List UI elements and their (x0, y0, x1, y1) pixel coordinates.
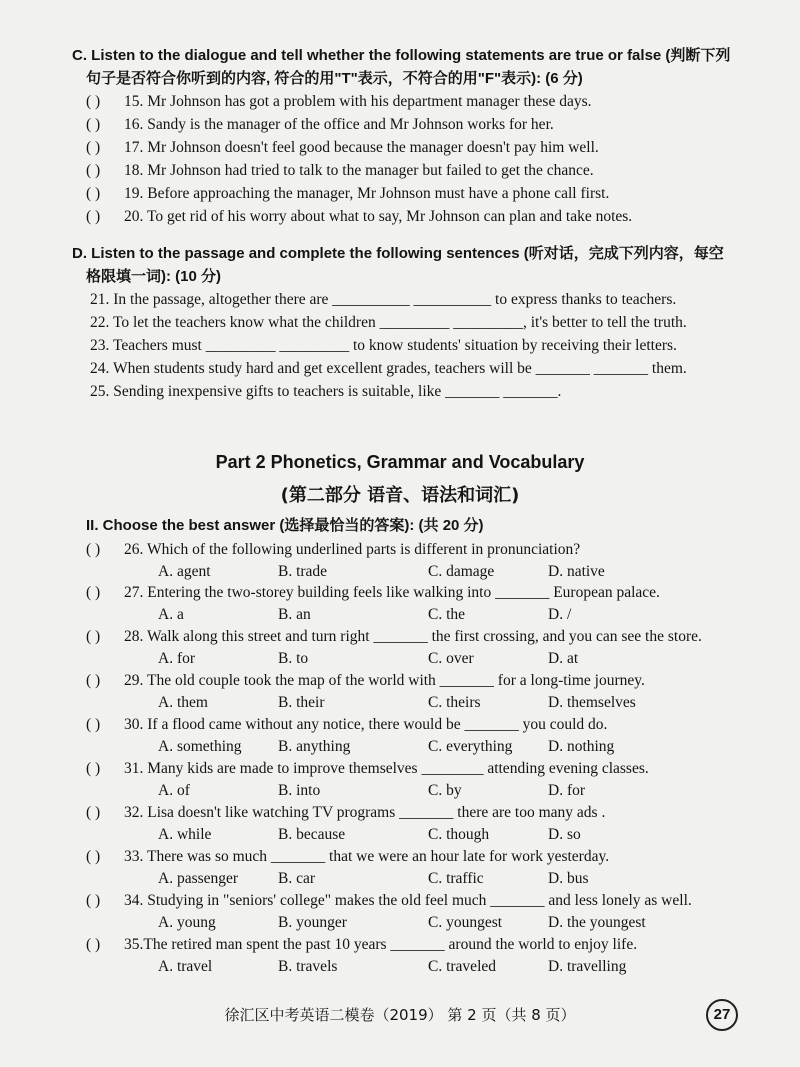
tf-item-17 (86, 138, 766, 158)
option-a[interactable]: A. young (158, 914, 216, 931)
page-number-badge: 27 (706, 999, 738, 1031)
tf-text: 18. Mr Johnson had tried to talk to the manager but failed to get the chance. (124, 162, 594, 179)
question-34 (86, 891, 766, 911)
tf-item-15 (86, 92, 766, 112)
option-a[interactable]: A. while (158, 826, 212, 843)
option-a[interactable]: A. a (158, 606, 184, 623)
option-a[interactable]: A. something (158, 738, 242, 755)
option-d[interactable]: D. / (548, 606, 572, 623)
answer-paren[interactable]: ( ) (86, 541, 101, 558)
option-c[interactable]: C. traveled (428, 958, 497, 975)
option-c[interactable]: C. youngest (428, 914, 503, 931)
question-stem: 26. Which of the following underlined parts is different in pronunciation? (124, 541, 581, 558)
answer-paren[interactable]: ( ) (86, 892, 101, 909)
answer-paren[interactable]: ( ) (86, 760, 101, 777)
section-c-heading (72, 44, 762, 90)
question-stem: 32. Lisa doesn't like watching TV programs _______ there are too many ads . (124, 804, 606, 821)
page-footer: 徐汇区中考英语二模卷（2019） 第 2 页（共 8 页） (224, 1006, 576, 1024)
section-c-heading-line2: 句子是否符合你听到的内容, 符合的用"T"表示，不符合的用"F"表示): (6 分) (86, 70, 583, 87)
answer-paren[interactable]: ( ) (86, 93, 101, 110)
option-b[interactable]: B. anything (278, 738, 351, 755)
section-ii-heading: II. Choose the best answer (选择最恰当的答案): (共 20 分) (86, 517, 484, 534)
option-d[interactable]: D. bus (548, 870, 589, 887)
option-b[interactable]: B. because (278, 826, 346, 843)
option-a[interactable]: A. them (158, 694, 208, 711)
option-c[interactable]: C. everything (428, 738, 513, 755)
answer-paren[interactable]: ( ) (86, 848, 101, 865)
option-b[interactable]: B. younger (278, 914, 347, 931)
option-c[interactable]: C. over (428, 650, 474, 667)
question-stem: 28. Walk along this street and turn right _______ the first crossing, and you can see the store. (124, 628, 702, 645)
section-d-heading-line2: 格限填一词): (10 分) (86, 268, 222, 285)
tf-text: 17. Mr Johnson doesn't feel good because the manager doesn't pay him well. (124, 139, 599, 156)
option-a[interactable]: A. for (158, 650, 196, 667)
question-29 (86, 671, 766, 691)
answer-paren[interactable]: ( ) (86, 185, 101, 202)
option-b[interactable]: B. car (278, 870, 316, 887)
option-c[interactable]: C. traffic (428, 870, 484, 887)
option-b[interactable]: B. travels (278, 958, 338, 975)
tf-item-18 (86, 161, 766, 181)
part2-subtitle: (第二部分 语音、语法和词汇) (280, 485, 520, 506)
question-stem: 33. There was so much _______ that we were an hour late for work yesterday. (124, 848, 610, 865)
tf-item-16 (86, 115, 766, 135)
option-d[interactable]: D. nothing (548, 738, 615, 755)
question-27 (86, 583, 766, 603)
question-32 (86, 803, 766, 823)
question-stem: 35.The retired man spent the past 10 years _______ around the world to enjoy life. (124, 936, 638, 953)
option-b[interactable]: B. to (278, 650, 309, 667)
option-d[interactable]: D. at (548, 650, 579, 667)
option-c[interactable]: C. theirs (428, 694, 481, 711)
answer-paren[interactable]: ( ) (86, 162, 101, 179)
question-30 (86, 715, 766, 735)
question-35 (86, 935, 766, 955)
option-a[interactable]: A. passenger (158, 870, 239, 887)
option-d[interactable]: D. for (548, 782, 586, 799)
option-b[interactable]: B. trade (278, 563, 328, 580)
question-33 (86, 847, 766, 867)
option-b[interactable]: B. an (278, 606, 311, 623)
tf-text: 19. Before approaching the manager, Mr Johnson must have a phone call first. (124, 185, 610, 202)
question-31 (86, 759, 766, 779)
fill-item-21[interactable]: 21. In the passage, altogether there are __________ __________ to express thanks to teachers. (90, 291, 677, 308)
question-28 (86, 627, 766, 647)
tf-text: 20. To get rid of his worry about what to say, Mr Johnson can plan and take notes. (124, 208, 633, 225)
question-stem: 29. The old couple took the map of the world with _______ for a long-time journey. (124, 672, 645, 689)
answer-paren[interactable]: ( ) (86, 584, 101, 601)
fill-item-25[interactable]: 25. Sending inexpensive gifts to teachers is suitable, like _______ _______. (90, 383, 562, 400)
answer-paren[interactable]: ( ) (86, 716, 101, 733)
section-d-heading-line1: D. Listen to the passage and complete the following sentences (听对话，完成下列内容，每空 (72, 245, 724, 262)
answer-paren[interactable]: ( ) (86, 139, 101, 156)
answer-paren[interactable]: ( ) (86, 936, 101, 953)
part2-title: Part 2 Phonetics, Grammar and Vocabulary (215, 452, 585, 472)
option-c[interactable]: C. by (428, 782, 462, 799)
option-d[interactable]: D. travelling (548, 958, 627, 975)
section-c-heading-line1: C. Listen to the dialogue and tell whether the following statements are true or false (判断下列 (72, 47, 731, 64)
option-a[interactable]: A. travel (158, 958, 213, 975)
tf-item-20 (86, 207, 766, 227)
tf-text: 15. Mr Johnson has got a problem with his department manager these days. (124, 93, 592, 110)
fill-item-22[interactable]: 22. To let the teachers know what the children _________ _________, it's better to tell the truth. (90, 314, 687, 331)
question-26 (86, 540, 766, 560)
answer-paren[interactable]: ( ) (86, 208, 101, 225)
option-b[interactable]: B. into (278, 782, 321, 799)
question-stem: 30. If a flood came without any notice, there would be _______ you could do. (124, 716, 608, 733)
answer-paren[interactable]: ( ) (86, 116, 101, 133)
option-a[interactable]: A. agent (158, 563, 211, 580)
option-c[interactable]: C. damage (428, 563, 495, 580)
option-c[interactable]: C. though (428, 826, 490, 843)
fill-item-23[interactable]: 23. Teachers must _________ _________ to know students' situation by receiving their letters. (90, 337, 677, 354)
option-d[interactable]: D. the youngest (548, 914, 646, 931)
option-d[interactable]: D. native (548, 563, 605, 580)
option-c[interactable]: C. the (428, 606, 466, 623)
section-d-heading (72, 242, 762, 288)
option-d[interactable]: D. themselves (548, 694, 636, 711)
answer-paren[interactable]: ( ) (86, 628, 101, 645)
option-d[interactable]: D. so (548, 826, 581, 843)
option-b[interactable]: B. their (278, 694, 325, 711)
option-a[interactable]: A. of (158, 782, 190, 799)
tf-item-19 (86, 184, 766, 204)
question-stem: 34. Studying in "seniors' college" makes the old feel much _______ and less lonely as well. (124, 892, 692, 909)
question-stem: 31. Many kids are made to improve themselves ________ attending evening classes. (124, 760, 649, 777)
answer-paren[interactable]: ( ) (86, 804, 101, 821)
fill-item-24[interactable]: 24. When students study hard and get excellent grades, teachers will be _______ _______ them. (90, 360, 687, 377)
answer-paren[interactable]: ( ) (86, 672, 101, 689)
question-stem: 27. Entering the two-storey building feels like walking into _______ European palace. (124, 584, 660, 601)
tf-text: 16. Sandy is the manager of the office and Mr Johnson works for her. (124, 116, 554, 133)
